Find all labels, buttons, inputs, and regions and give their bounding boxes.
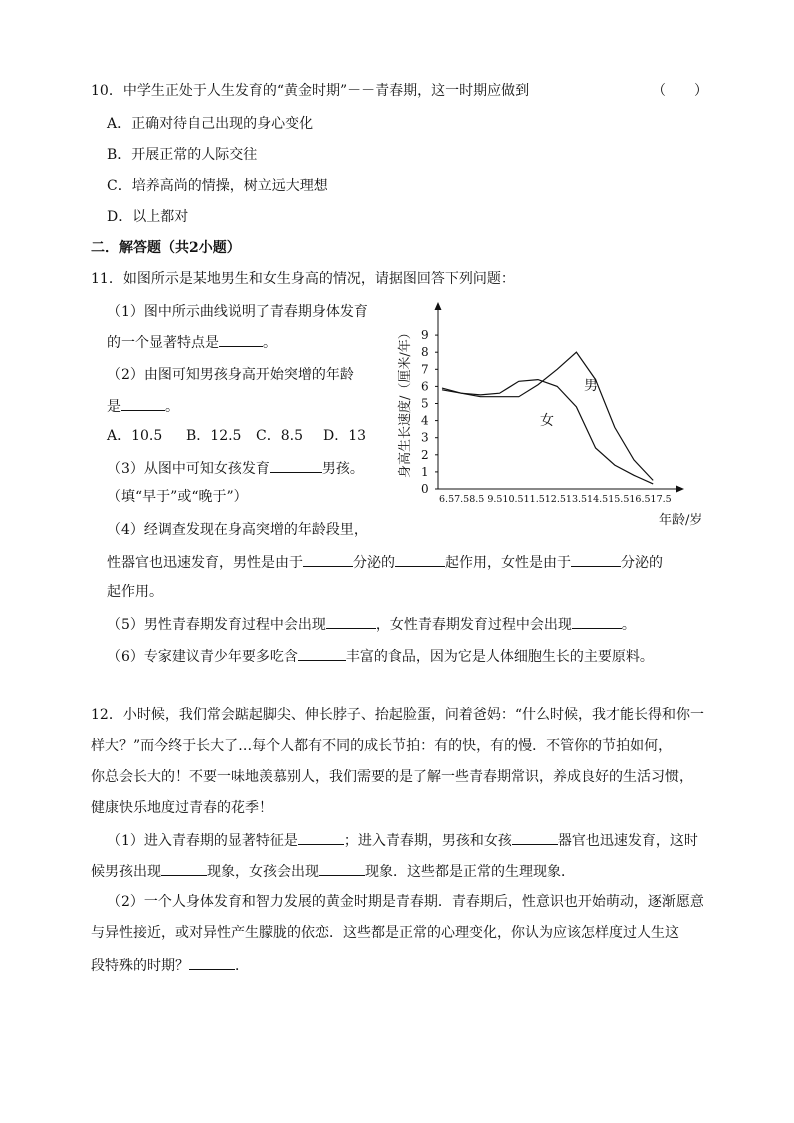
q12-blank-1c[interactable] xyxy=(161,861,207,876)
q11-part5 xyxy=(107,614,636,634)
q11-blank-5a[interactable] xyxy=(326,614,376,629)
q11-blank-4a[interactable] xyxy=(303,552,353,567)
q12-part1-text-a: （1）进入青春期的显著特征是 xyxy=(107,833,298,849)
q11-part5-text-b: ，女性青春期发育过程中会出现 xyxy=(375,617,572,633)
q12-part2-line2: 与异性接近，或对异性产生朦胧的依恋．这些都是正常的心理变化，你认为应该怎样度过人生这 xyxy=(91,925,679,941)
q11-part2-text: 是 xyxy=(107,399,121,415)
y-axis-arrow xyxy=(435,302,442,310)
q11-stem: 11．如图所示是某地男生和女生身高的情况，请据图回答下列问题： xyxy=(91,271,515,287)
q12-stem-line4: 健康快乐地度过青春的花季！ xyxy=(91,800,273,816)
q11-choice-c: C．8.5 xyxy=(256,428,303,444)
q11-blank-4c[interactable] xyxy=(571,552,621,567)
q12-blank-2[interactable] xyxy=(189,955,235,970)
q12-part2-line1: （2）一个人身体发育和智力发展的黄金时期是青春期．青春期后，性意识也开始萌动，逐渐愿意 xyxy=(107,894,704,910)
q11-blank-4b[interactable] xyxy=(395,552,445,567)
q10-option-b: B．开展正常的人际交往 xyxy=(107,147,258,163)
q11-blank-6[interactable] xyxy=(298,646,346,661)
q11-part4-line3: 起作用。 xyxy=(107,584,163,600)
q12-part1-text-d: 候男孩出现 xyxy=(91,864,161,880)
q10-answer-paren: （ ） xyxy=(652,83,708,99)
y-tick-label: 8 xyxy=(421,345,429,360)
q11-part5-text-a: （5）男性青春期发育过程中会出现 xyxy=(107,617,326,633)
y-tick-label: 3 xyxy=(421,430,429,445)
q11-part6-text-a: （6）专家建议青少年要多吃含 xyxy=(107,649,298,665)
q11-blank-1[interactable] xyxy=(219,332,263,347)
q11-part4-text-c: 起作用，女性是由于 xyxy=(445,555,571,571)
q10-option-c: C．培养高尚的情操，树立远大理想 xyxy=(107,178,328,194)
q10-option-d: D．以上都对 xyxy=(107,209,189,225)
q11-blank-2[interactable] xyxy=(121,396,165,411)
q11-part4-text-b: 分泌的 xyxy=(353,555,395,571)
q12-blank-1d[interactable] xyxy=(319,861,365,876)
q11-period-2: 。 xyxy=(165,399,179,415)
y-tick-label: 2 xyxy=(421,447,429,462)
q11-part4-line1: （4）经调查发现在身高突增的年龄段里， xyxy=(107,522,368,538)
q12-part1-text-f: 现象．这些都是正常的生理现象． xyxy=(365,864,575,880)
q12-blank-1a[interactable] xyxy=(298,830,344,845)
q12-part1-line1 xyxy=(107,830,698,850)
q11-choice-a: A．10.5 xyxy=(107,428,163,444)
y-tick-label: 6 xyxy=(421,379,429,394)
q11-part4-line2 xyxy=(107,552,663,572)
section-heading: 二．解答题（共2小题） xyxy=(91,240,241,256)
q11-part2-line2 xyxy=(107,396,179,416)
q11-part1-text: 的一个显著特点是 xyxy=(107,335,219,351)
x-tick-labels: 6.57.58.5 9.510.511.512.513.514.515.516.517.5 xyxy=(439,494,672,505)
y-axis-label-text: 身高生长速度/（厘米/年） xyxy=(398,326,413,478)
q11-period-1: 。 xyxy=(263,335,277,351)
q12-stem-line2: 样大？”而今终于长大了…每个人都有不同的成长节拍：有的快，有的慢．不管你的节拍如何， xyxy=(91,738,673,754)
y-tick-label: 4 xyxy=(421,413,429,428)
q11-part3-text: （3）从图中可知女孩发育 xyxy=(107,461,270,477)
series-label-female: 女 xyxy=(540,413,554,429)
series-label-male: 男 xyxy=(584,378,598,394)
q11-part1-line1: （1）图中所示曲线说明了青春期身体发育 xyxy=(107,304,368,320)
y-tick-label: 0 xyxy=(421,482,429,496)
q10-option-a: A．正确对待自己出现的身心变化 xyxy=(107,116,314,132)
q11-blank-5b[interactable] xyxy=(572,614,622,629)
q11-choice-b: B．12.5 xyxy=(186,428,242,444)
q12-part2-text-d: ． xyxy=(235,958,249,974)
growth-rate-chart xyxy=(395,300,725,540)
y-tick-label: 1 xyxy=(421,464,429,479)
q11-part4-text-a: 性器官也迅速发育，男性是由于 xyxy=(107,555,303,571)
x-axis-arrow xyxy=(676,486,684,493)
q12-part1-text-e: 现象，女孩会出现 xyxy=(207,864,319,880)
q12-part2-text-c: 段特殊的时期？ xyxy=(91,958,189,974)
q11-part6 xyxy=(107,646,654,666)
y-tick-label: 7 xyxy=(421,362,429,377)
q11-part6-text-b: 丰富的食品，因为它是人体细胞生长的主要原料。 xyxy=(345,649,654,665)
q12-part1-text-c: 器官也迅速发育，这时 xyxy=(557,833,698,849)
q11-part3-line1 xyxy=(107,458,364,478)
q12-stem-line1: 12．小时候，我们常会踮起脚尖、伸长脖子、抬起脸蛋，问着爸妈：“什么时候，我才能长得和你一 xyxy=(91,707,704,723)
q12-part1-line2 xyxy=(91,861,575,881)
q11-part3-tail: 男孩。 xyxy=(321,461,364,477)
y-axis-label xyxy=(397,326,413,478)
q10-stem: 10．中学生正处于人生发育的“黄金时期”－－青春期，这一时期应做到 xyxy=(91,83,530,99)
q12-stem-line3: 你总会长大的！不要一味地羡慕别人，我们需要的是了解一些青春期常识，养成良好的生活习惯， xyxy=(91,769,693,785)
q11-part4-text-d: 分泌的 xyxy=(621,555,663,571)
q12-part2-line3 xyxy=(91,955,249,975)
x-axis-label: 年龄/岁 xyxy=(659,513,703,528)
q11-blank-3[interactable] xyxy=(270,458,322,473)
q11-choice-d: D．13 xyxy=(323,428,367,444)
q11-part2-line1: （2）由图可知男孩身高开始突增的年龄 xyxy=(107,367,354,383)
q12-blank-1b[interactable] xyxy=(512,830,558,845)
q11-part1-line2 xyxy=(107,332,277,352)
y-tick-label: 9 xyxy=(421,328,429,343)
q11-part3-hint: （填“早于”或“晚于”） xyxy=(107,489,248,505)
q12-part1-text-b: ；进入青春期，男孩和女孩 xyxy=(343,833,512,849)
y-tick-label: 5 xyxy=(421,396,429,411)
q11-period-5: 。 xyxy=(621,617,636,633)
